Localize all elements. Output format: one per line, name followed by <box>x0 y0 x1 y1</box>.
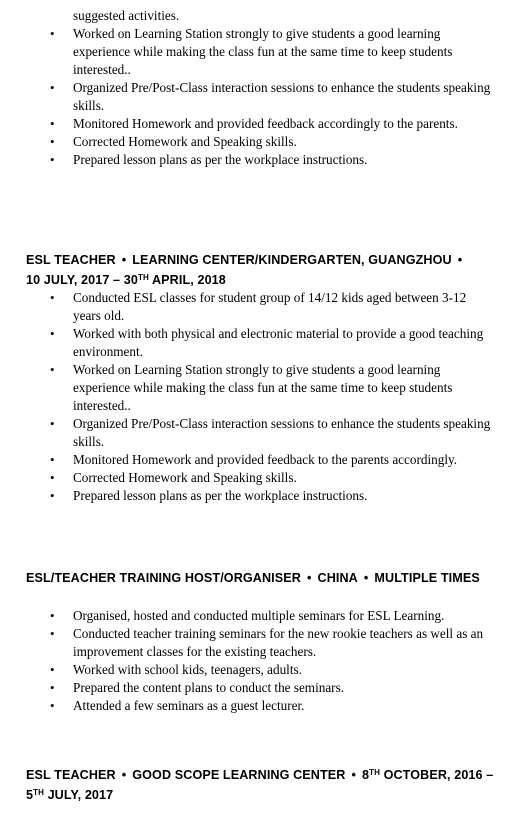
bullet-icon: • <box>50 488 55 503</box>
bullet-icon: • <box>50 608 55 623</box>
list-item: • Attended a few seminars as a guest lecturer. <box>50 698 305 713</box>
bullet-icon: • <box>50 680 55 695</box>
job-title: ESL TEACHER <box>26 768 116 782</box>
separator-dot-icon: • <box>121 768 127 782</box>
bullet-icon: • <box>50 452 55 467</box>
job-heading: ESL TEACHER • LEARNING CENTER/KINDERGARTEN, GUANGZHOU • 10 JULY, 2017 – 30TH APRIL, 2018 <box>26 251 496 289</box>
list-item: • Organized Pre/Post-Class interaction sessions to enhance the students speaking skills. <box>50 80 491 113</box>
bullet-icon: • <box>50 26 55 41</box>
bullet-icon: • <box>50 152 55 167</box>
list-item: • Organised, hosted and conducted multiple seminars for ESL Learning. <box>50 608 445 623</box>
job-date-start: 10 JULY, 2017 – 30 <box>26 273 138 287</box>
list-item: • Conducted ESL classes for student group of 14/12 kids aged between 3-12 years old. <box>50 290 467 323</box>
bullet-icon: • <box>50 290 55 305</box>
job-date-end: APRIL, 2018 <box>148 273 226 287</box>
bullet-icon: • <box>50 134 55 149</box>
job-organization: LEARNING CENTER/KINDERGARTEN, GUANGZHOU <box>132 253 452 267</box>
list-item: • Corrected Homework and Speaking skills. <box>50 134 297 149</box>
job-location: CHINA <box>317 571 358 585</box>
list-item: • Prepared the content plans to conduct the seminars. <box>50 680 344 695</box>
list-item: • Corrected Homework and Speaking skills. <box>50 470 297 485</box>
list-item: • Worked on Learning Station strongly to give students a good learning experience while making the class fun at the same time to keep students interested.. <box>50 26 453 77</box>
bullet-icon: • <box>50 326 55 341</box>
list-item: • Worked with school kids, teenagers, adults. <box>50 662 302 677</box>
list-item: • Prepared lesson plans as per the workplace instructions. <box>50 152 368 167</box>
bullet-icon: • <box>50 698 55 713</box>
job-organization: GOOD SCOPE LEARNING CENTER <box>132 768 346 782</box>
section1-bullet-list <box>0 289 532 505</box>
bullet-continuation: suggested activities. <box>73 8 180 23</box>
bullet-icon: • <box>50 626 55 641</box>
top-bullet-list <box>0 25 532 169</box>
section2-bullet-list <box>0 607 532 715</box>
bullet-icon: • <box>50 362 55 377</box>
separator-dot-icon: • <box>121 253 127 267</box>
separator-dot-icon: • <box>306 571 312 585</box>
bullet-icon: • <box>50 662 55 677</box>
list-item: • Monitored Homework and provided feedback to the parents accordingly. <box>50 452 458 467</box>
list-item: • Worked with both physical and electronic material to provide a good teaching environment. <box>50 326 484 359</box>
separator-dot-icon: • <box>457 253 463 267</box>
list-item: • Conducted teacher training seminars for the new rookie teachers as well as an improvement classes for the existing teachers. <box>50 626 484 659</box>
job-period: MULTIPLE TIMES <box>374 571 480 585</box>
job-title: ESL TEACHER <box>26 253 116 267</box>
separator-dot-icon: • <box>351 768 356 782</box>
job-heading: ESL TEACHER • GOOD SCOPE LEARNING CENTER • 8TH OCTOBER, 2016 – 5TH JULY, 2017 <box>26 768 494 802</box>
bullet-icon: • <box>50 416 55 431</box>
job-heading <box>26 569 496 587</box>
list-item: • Monitored Homework and provided feedback accordingly to the parents. <box>50 116 458 131</box>
job-title: ESL/TEACHER TRAINING HOST/ORGANISER <box>26 571 301 585</box>
bullet-icon: • <box>50 470 55 485</box>
list-item: • Worked on Learning Station strongly to give students a good learning experience while making the class fun at the same time to keep students interested.. <box>50 362 453 413</box>
separator-dot-icon: • <box>363 571 369 585</box>
list-item: • Prepared lesson plans as per the workplace instructions. <box>50 488 368 503</box>
bullet-icon: • <box>50 116 55 131</box>
list-item: • Organized Pre/Post-Class interaction sessions to enhance the students speaking skills. <box>50 416 491 449</box>
bullet-icon: • <box>50 80 55 95</box>
